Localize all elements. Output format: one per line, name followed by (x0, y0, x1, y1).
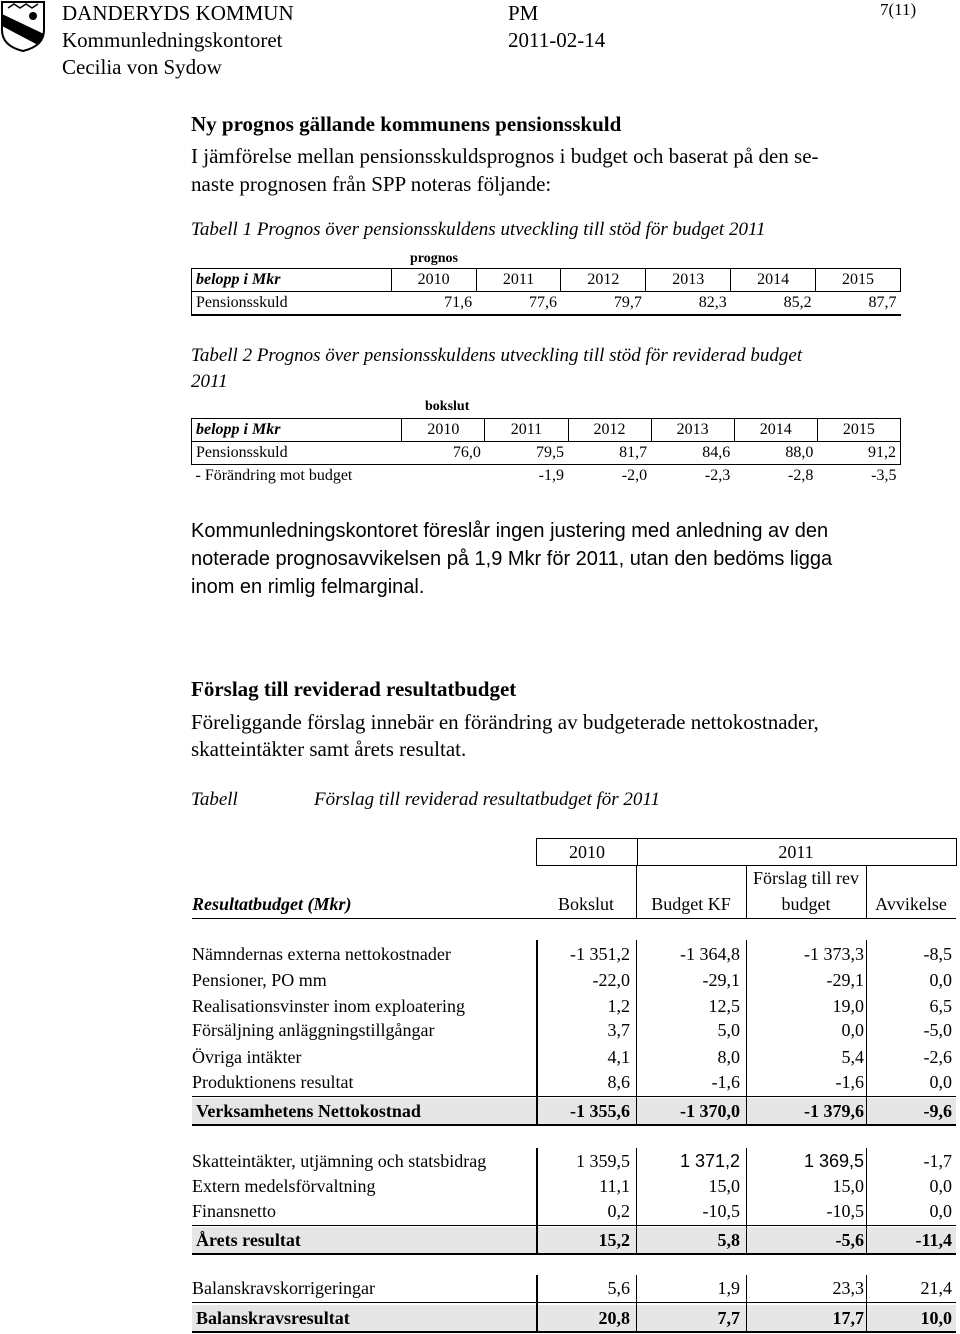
table-row-total (192, 1305, 956, 1333)
header-date: 2011-02-14 (508, 28, 606, 52)
cell-rev-budget: -5,6 (835, 1230, 864, 1250)
table1-row-label: Pensionsskuld (192, 292, 392, 316)
cell-rev-budget: 0,0 (841, 1020, 864, 1040)
page-number: 7(11) (880, 0, 917, 19)
row-label: Balanskravsresultat (196, 1308, 350, 1328)
table2-cell: -1,9 (538, 467, 564, 484)
cell-bokslut: 3,7 (607, 1020, 630, 1040)
proposal-line2: noterade prognosavvikelsen på 1,9 Mkr för 2011, utan den bedöms ligga (191, 548, 833, 570)
table2 (191, 418, 901, 487)
table2-caption-line2: 2011 (191, 371, 228, 392)
cell-avvikelse: 0,0 (929, 970, 952, 990)
table3-year-2011: 2011 (636, 838, 957, 866)
cell-bokslut: -1 351,2 (570, 944, 630, 964)
cell-rev-budget: 15,0 (832, 1176, 864, 1196)
table1-group-label: prognos (410, 251, 458, 266)
table2-row-header: belopp i Mkr (192, 419, 402, 442)
header-org-name: DANDERYDS KOMMUN (62, 1, 294, 25)
section-intro-line2: naste prognosen från SPP noteras följande: (191, 172, 552, 196)
table3-header-divider (866, 866, 867, 918)
table-row (192, 944, 956, 968)
cell-avvikelse: 6,5 (929, 996, 952, 1016)
cell-bokslut: -22,0 (592, 970, 630, 990)
table2-header-row (192, 419, 901, 442)
table3-column-rule (866, 1275, 867, 1331)
section2-line2: skatteintäkter samt årets resultat. (191, 737, 467, 761)
header-doc-type: PM (508, 1, 539, 25)
section-intro-line1: I jämförelse mellan pensionsskuldsprognos i budget och baserat på den se- (191, 144, 819, 168)
table-row (192, 1151, 956, 1175)
row-label: Pensioner, PO mm (192, 970, 327, 990)
table3-col-rev-line1: Förslag till rev (753, 868, 859, 888)
table3-column-rule (636, 940, 637, 1126)
cell-bokslut: -1 355,6 (570, 1101, 630, 1121)
cell-avvikelse: -1,7 (923, 1151, 952, 1171)
table3-caption-label: Tabell (191, 789, 238, 810)
table3-caption-text: Förslag till reviderad resultatbudget för 2011 (314, 789, 661, 810)
table2-row-pensionsskuld (192, 442, 901, 465)
proposal-line1: Kommunledningskontoret föreslår ingen justering med anledning av den (191, 520, 829, 542)
cell-rev-budget: 17,7 (832, 1308, 864, 1328)
cell-avvikelse: -9,6 (923, 1101, 952, 1121)
table1-year: 2012 (561, 269, 646, 292)
cell-budget-kf: 7,7 (717, 1308, 740, 1328)
municipality-coat-of-arms-logo (0, 0, 46, 52)
table-row-total (192, 1227, 956, 1255)
table2-year: 2012 (568, 419, 651, 442)
table2-year: 2014 (734, 419, 817, 442)
table1-year: 2014 (731, 269, 816, 292)
proposal-line3: inom en rimlig felmarginal. (191, 576, 425, 598)
table3-column-rule (746, 1148, 747, 1254)
table2-year: 2010 (402, 419, 485, 442)
table3-column-rule (746, 940, 747, 1126)
section-title-pension: Ny prognos gällande kommunens pensionsskuld (191, 112, 622, 136)
table-row (192, 1278, 956, 1303)
table3-column-rule (536, 1275, 538, 1331)
cell-bokslut: 0,2 (607, 1201, 630, 1221)
table1-row-header: belopp i Mkr (192, 269, 392, 292)
table1-cell: 87,7 (816, 292, 901, 316)
table-row (192, 1047, 956, 1071)
cell-bokslut: 1,2 (607, 996, 630, 1016)
cell-budget-kf: -1,6 (711, 1072, 740, 1092)
table2-cell: -2,0 (621, 467, 648, 484)
table3-col-rev-line2: budget (781, 894, 831, 914)
table3-header-bottom-rule (192, 918, 956, 919)
table3-column-rule (636, 1148, 637, 1254)
row-label: Extern medelsförvaltning (192, 1176, 376, 1196)
cell-budget-kf: 12,5 (708, 996, 740, 1016)
header-department: Kommunledningskontoret (62, 28, 283, 52)
table1-cell: 79,7 (561, 292, 646, 316)
table3-col-budget-kf: Budget KF (651, 894, 731, 914)
table1-year: 2013 (646, 269, 731, 292)
row-label: Nämndernas externa nettokostnader (192, 944, 451, 964)
table2-year: 2015 (817, 419, 900, 442)
table1-cell: 85,2 (731, 292, 816, 316)
section-title-budget: Förslag till reviderad resultatbudget (191, 677, 517, 701)
row-label: Verksamhetens Nettokostnad (196, 1101, 421, 1121)
table3-year-2010: 2010 (536, 838, 638, 866)
cell-rev-budget: 5,4 (841, 1047, 864, 1067)
cell-budget-kf: -1 370,0 (680, 1101, 740, 1121)
cell-avvikelse: 0,0 (929, 1201, 952, 1221)
header-author: Cecilia von Sydow (62, 55, 222, 79)
table2-cell: 79,5 (485, 442, 568, 465)
table3-col-bokslut: Bokslut (557, 894, 614, 914)
cell-bokslut: 5,6 (607, 1278, 630, 1298)
row-label: Finansnetto (192, 1201, 276, 1221)
cell-rev-budget: -1,6 (835, 1072, 864, 1092)
cell-avvikelse: 0,0 (929, 1072, 952, 1092)
table2-cell: 91,2 (817, 442, 900, 465)
table2-year: 2013 (651, 419, 734, 442)
cell-avvikelse: 21,4 (920, 1278, 952, 1298)
cell-rev-budget: -1 373,3 (804, 944, 864, 964)
table1 (191, 268, 901, 316)
table1-cell: 71,6 (391, 292, 476, 316)
row-label: Produktionens resultat (192, 1072, 354, 1092)
table3-column-rule (636, 1275, 637, 1331)
cell-budget-kf: -10,5 (702, 1201, 740, 1221)
cell-rev-budget: -1 379,6 (804, 1101, 864, 1121)
table-row (192, 996, 956, 1020)
table3-col-header-label: Resultatbudget (Mkr) (192, 894, 352, 914)
table3-column-rule (746, 1275, 747, 1331)
table1-year: 2015 (816, 269, 901, 292)
row-label: Realisationsvinster inom exploatering (192, 996, 465, 1016)
table1-cell: 82,3 (646, 292, 731, 316)
table2-cell: -3,5 (871, 467, 897, 484)
row-label: Skatteintäkter, utjämning och statsbidrag (192, 1151, 487, 1171)
cell-avvikelse: -5,0 (923, 1020, 952, 1040)
table1-header-row (192, 269, 901, 292)
cell-rev-budget: 23,3 (832, 1278, 864, 1298)
row-label: Försäljning anläggningstillgångar (192, 1020, 435, 1040)
cell-rev-budget: 1 369,5 (803, 1151, 864, 1171)
cell-budget-kf: -1 364,8 (680, 944, 740, 964)
table2-cell: 88,0 (734, 442, 817, 465)
cell-rev-budget: 19,0 (832, 996, 864, 1016)
table2-cell: 84,6 (651, 442, 734, 465)
cell-budget-kf: 5,0 (717, 1020, 740, 1040)
cell-budget-kf: 1,9 (717, 1278, 740, 1298)
cell-budget-kf: 8,0 (717, 1047, 740, 1067)
table2-group-label: bokslut (425, 399, 470, 414)
cell-avvikelse: -2,6 (923, 1047, 952, 1067)
table2-row-label: - Förändring mot budget (195, 467, 353, 484)
table2-row-change (192, 465, 901, 488)
table2-caption-line1: Tabell 2 Prognos över pensionsskuldens utveckling till stöd för reviderad budget (191, 345, 803, 366)
cell-budget-kf: 1 371,2 (679, 1151, 740, 1171)
cell-rev-budget: -10,5 (826, 1201, 864, 1221)
table-row (192, 1201, 956, 1226)
table3-column-rule (866, 940, 867, 1126)
row-label: Övriga intäkter (192, 1047, 302, 1067)
cell-avvikelse: 10,0 (920, 1308, 952, 1328)
table-row (192, 1072, 956, 1097)
section2-line1: Föreliggande förslag innebär en förändring av budgeterade nettokostnader, (191, 710, 819, 734)
cell-budget-kf: 5,8 (717, 1230, 740, 1250)
table2-year: 2011 (485, 419, 568, 442)
table2-row-label: Pensionsskuld (192, 442, 402, 465)
table1-caption: Tabell 1 Prognos över pensionsskuldens utveckling till stöd för budget 2011 (191, 219, 766, 240)
table-row (192, 1020, 956, 1044)
table2-cell (402, 465, 485, 488)
table2-cell: -2,3 (704, 467, 731, 484)
cell-rev-budget: -29,1 (826, 970, 864, 990)
cell-bokslut: 4,1 (607, 1047, 630, 1067)
table1-year: 2011 (476, 269, 561, 292)
table1-row-pensionsskuld (192, 292, 901, 316)
cell-budget-kf: 15,0 (708, 1176, 740, 1196)
table3-col-avvikelse: Avvikelse (875, 894, 947, 914)
table2-cell: 81,7 (568, 442, 651, 465)
table3-column-rule (536, 940, 538, 1126)
cell-bokslut: 11,1 (599, 1176, 630, 1196)
cell-avvikelse: -11,4 (915, 1230, 952, 1250)
table-row (192, 970, 956, 994)
table3-column-rule (866, 1148, 867, 1254)
cell-bokslut: 15,2 (598, 1230, 630, 1250)
table3-column-rule (536, 1148, 538, 1254)
cell-bokslut: 20,8 (598, 1308, 630, 1328)
table-row-total (192, 1098, 956, 1126)
table2-cell: -2,8 (788, 467, 814, 484)
row-label: Balanskravskorrigeringar (192, 1278, 375, 1298)
cell-bokslut: 1 359,5 (576, 1151, 630, 1171)
table-row (192, 1176, 956, 1200)
cell-avvikelse: 0,0 (929, 1176, 952, 1196)
cell-bokslut: 8,6 (607, 1072, 630, 1092)
table2-cell: 76,0 (402, 442, 485, 465)
cell-avvikelse: -8,5 (923, 944, 952, 964)
row-label: Årets resultat (196, 1230, 301, 1250)
table1-cell: 77,6 (476, 292, 561, 316)
table3-header-divider (746, 866, 747, 918)
cell-budget-kf: -29,1 (702, 970, 740, 990)
table1-year: 2010 (391, 269, 476, 292)
table3-header-divider (636, 866, 637, 918)
